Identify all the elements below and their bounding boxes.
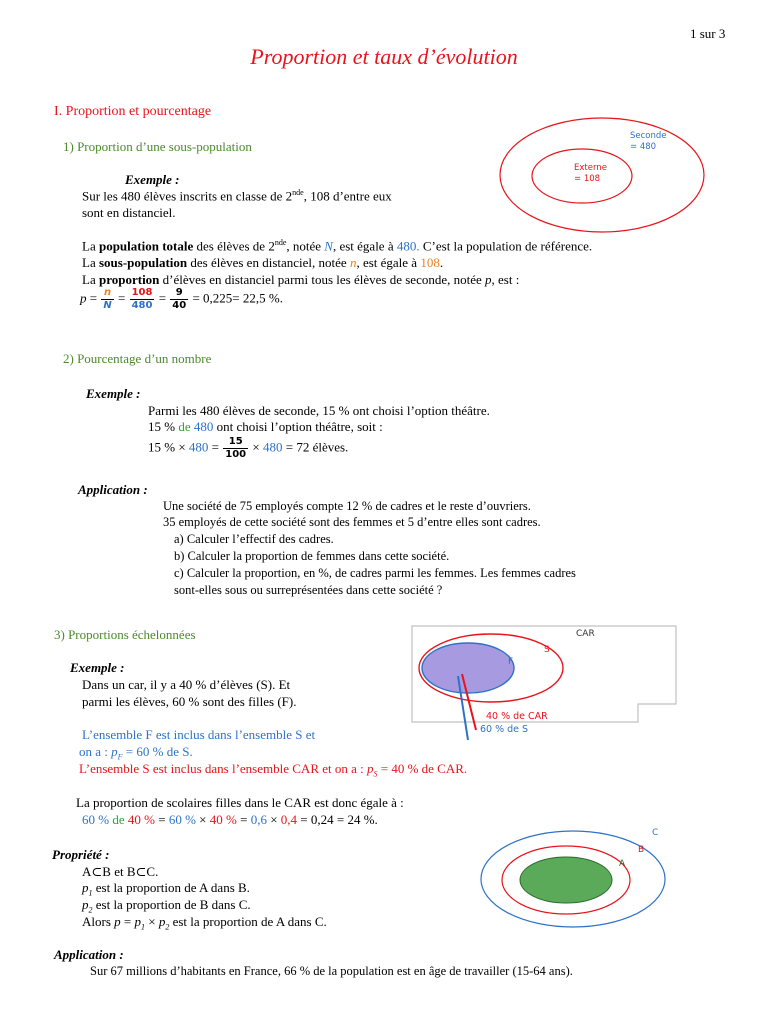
var-p: p [367, 761, 374, 776]
text-line [148, 419, 383, 435]
text: × [266, 812, 281, 827]
text-line [79, 744, 193, 762]
text: La [82, 238, 99, 254]
text-line: parmi les élèves, 60 % sont des filles (F). [82, 694, 297, 709]
value: 0,6 [250, 812, 267, 827]
value-480: 480. [396, 238, 420, 254]
sub: 1 [140, 922, 145, 932]
var-p: p [80, 290, 87, 306]
sub: F [117, 752, 123, 762]
text-line: a) Calculer l’effectif des cadres. [174, 532, 334, 546]
text: on a : [79, 744, 112, 759]
b-label: B [638, 845, 645, 855]
text-line: 35 employés de cette société sont des femmes et 5 d’entre elles sont cadres. [163, 515, 541, 529]
text: des élèves en distanciel, notée [187, 255, 350, 270]
c-label: C [652, 828, 659, 838]
example-label: Exemple : [86, 386, 141, 401]
sup: nde [292, 188, 304, 197]
value: 40 % [127, 812, 155, 827]
section-heading: I. Proportion et pourcentage [54, 104, 212, 119]
text: × [249, 439, 263, 455]
text: , 108 d’entre eux [303, 188, 392, 204]
a-label: A [619, 859, 626, 869]
text: , est égale à [356, 255, 421, 270]
word-de: de [109, 812, 128, 827]
text: des élèves de 2 [193, 238, 275, 254]
var-p: p [114, 914, 121, 929]
numerator: 9 [170, 287, 188, 300]
text-line [82, 897, 251, 915]
text-line: Une société de 75 employés compte 12 % de cadres et le reste d’ouvriers. [163, 499, 531, 513]
text: = [86, 290, 101, 306]
text: = 60 % de S. [122, 744, 193, 759]
value: 60 % [82, 812, 110, 827]
value-480: 480 [190, 419, 214, 434]
fraction [170, 287, 188, 312]
text-line [82, 255, 443, 271]
subsection-heading-1: 1) Proportion d’une sous-population [63, 139, 252, 154]
text: = [155, 290, 170, 306]
value: 40 % [209, 812, 237, 827]
text: La [82, 272, 99, 287]
text: = 40 % de CAR. [377, 761, 468, 776]
var-p: p [82, 897, 89, 912]
text: L’ensemble S est inclus dans l’ensemble CAR et on a : [79, 761, 367, 776]
subsection-heading-2: 2) Pourcentage d’un nombre [63, 351, 212, 366]
denominator: 480 [131, 300, 153, 311]
diagram-inner-label: Externe [574, 163, 607, 173]
subsection-heading-3: 3) Proportions échelonnées [54, 627, 196, 642]
formula-line [148, 436, 348, 461]
text-line: Sur 67 millions d’habitants en France, 66 % de la population est en âge de travailler (15-64 ans). [90, 964, 573, 978]
text: = 0,225= 22,5 %. [189, 290, 283, 306]
var-n: n [349, 255, 357, 270]
text: = [208, 439, 223, 455]
var-p: p [485, 272, 492, 287]
value-480: 480 [188, 439, 209, 455]
sub: S [373, 769, 378, 779]
sup: nde [274, 238, 287, 247]
text: 15 % [148, 419, 179, 434]
var-N: N [324, 238, 333, 254]
value-480: 480 [262, 439, 283, 455]
text: × [144, 914, 159, 929]
fraction [130, 287, 155, 312]
text-line [82, 880, 250, 898]
text-line: b) Calculer la proportion de femmes dans cette société. [174, 549, 450, 563]
text: , est égale à [332, 238, 397, 254]
denominator: 100 [225, 449, 247, 460]
word-de: de [178, 419, 191, 434]
text: = 72 élèves. [282, 439, 349, 455]
text: = [120, 914, 135, 929]
fraction [223, 436, 248, 461]
formula-line [80, 287, 283, 312]
var-p1: p [134, 914, 141, 929]
text-line: L’ensemble F est inclus dans l’ensemble S et [82, 727, 316, 742]
value: 60 % [168, 812, 196, 827]
text: est la proportion de A dans B. [92, 880, 250, 895]
denominator: 40 [172, 300, 187, 311]
text: ont choisi l’option théâtre, soit : [213, 419, 383, 434]
var-p: p [82, 880, 89, 895]
bold-term: population totale [98, 238, 194, 254]
lbl-60: 60 % de S [480, 724, 529, 735]
text: , notée [286, 238, 325, 254]
text: = 0,24 = 24 %. [297, 812, 378, 827]
text: × [195, 812, 210, 827]
s-label: S [544, 645, 550, 655]
bold-term: sous-population [98, 255, 188, 270]
var-p: p [111, 744, 118, 759]
sub: 2 [165, 922, 170, 932]
lbl-40: 40 % de CAR [486, 711, 548, 722]
application-label: Application : [78, 482, 148, 497]
text-line [79, 761, 467, 779]
text-line: A⊂B et B⊂C. [82, 864, 159, 879]
sub: 2 [88, 905, 93, 915]
text: = [114, 290, 129, 306]
diagram-outer-value: = 480 [630, 142, 657, 152]
car-label: CAR [576, 629, 595, 639]
text: est la proportion de A dans C. [169, 914, 327, 929]
page-title: Proportion et taux d’évolution [250, 44, 518, 69]
text: Alors [82, 914, 115, 929]
text-line: sont-elles sous ou surreprésentées dans cette société ? [174, 583, 443, 597]
bold-term: proportion [98, 272, 160, 287]
text-line [82, 914, 327, 932]
text: = [154, 812, 169, 827]
text-line [82, 272, 519, 288]
text: est la proportion de B dans C. [92, 897, 251, 912]
text: = [236, 812, 251, 827]
text: Sur les 480 élèves inscrits en classe de 2 [82, 188, 293, 204]
value: 0,4 [280, 812, 298, 827]
value-108: 108 [420, 255, 440, 270]
application-label: Application : [54, 947, 124, 962]
diagram-outer-label: Seconde [630, 131, 667, 141]
numerator: n [101, 287, 113, 300]
text-line: La proportion de scolaires filles dans le CAR est donc égale à : [76, 795, 404, 810]
sub: 1 [88, 888, 93, 898]
text-line: Parmi les 480 élèves de seconde, 15 % ont choisi l’option théâtre. [148, 403, 490, 418]
formula-line [82, 812, 378, 828]
diagram-inner-value: = 108 [574, 174, 601, 184]
abc-diagram [478, 822, 698, 932]
text: d’élèves en distanciel parmi tous les élèves de seconde, notée [159, 272, 486, 287]
example-label: Exemple : [70, 660, 125, 675]
numerator: 15 [223, 436, 248, 449]
text-line: c) Calculer la proportion, en %, de cadres parmi les femmes. Les femmes cadres [174, 566, 576, 580]
population-diagram [498, 116, 708, 236]
denominator: N [103, 300, 112, 311]
text: C’est la population de référence. [419, 238, 593, 254]
car-diagram [406, 622, 682, 742]
var-p2: p [158, 914, 166, 929]
text-line [82, 238, 592, 254]
text-line: sont en distanciel. [82, 205, 176, 220]
text: 15 % × [148, 439, 189, 455]
example-label: Exemple : [125, 172, 180, 187]
f-label: F [508, 657, 514, 667]
numerator: 108 [131, 287, 153, 298]
property-label: Propriété : [52, 847, 110, 862]
text-line [82, 188, 392, 204]
page-number: 1 sur 3 [690, 26, 726, 41]
text: , est : [491, 272, 520, 287]
text-line: Dans un car, il y a 40 % d’élèves (S). Et [82, 677, 291, 692]
text: . [439, 255, 444, 270]
text: La [82, 255, 99, 270]
fraction [101, 287, 113, 312]
